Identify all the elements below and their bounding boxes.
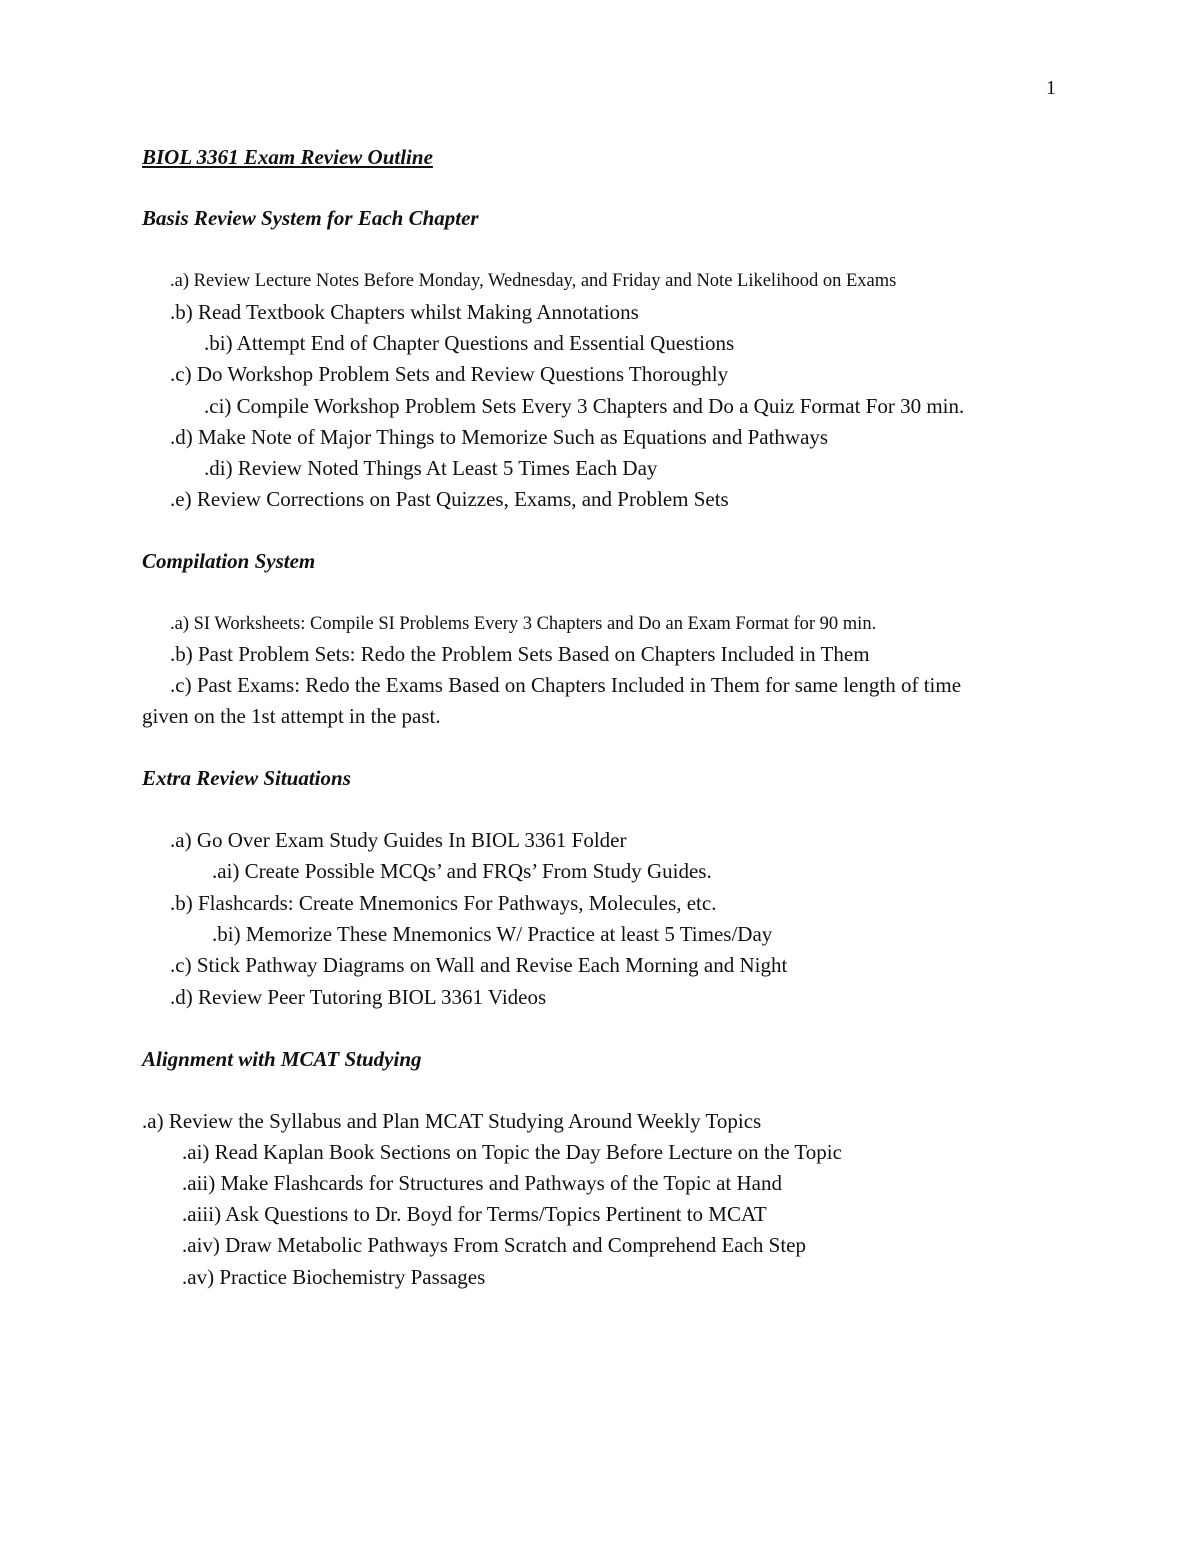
list-item: .di) Review Noted Things At Least 5 Times Each Day	[204, 456, 658, 480]
section-heading-extra-review: Extra Review Situations	[142, 766, 351, 790]
list-item: .bi) Attempt End of Chapter Questions and Essential Questions	[204, 331, 735, 355]
document-title: BIOL 3361 Exam Review Outline	[142, 145, 433, 169]
list-item: .ai) Read Kaplan Book Sections on Topic the Day Before Lecture on the Topic	[182, 1140, 842, 1164]
list-item: .a) Go Over Exam Study Guides In BIOL 3361 Folder	[170, 828, 627, 852]
page-number: 1	[1046, 77, 1056, 99]
list-item: .b) Flashcards: Create Mnemonics For Pathways, Molecules, etc.	[170, 891, 717, 915]
list-item: .b) Past Problem Sets: Redo the Problem Sets Based on Chapters Included in Them	[170, 642, 870, 666]
list-item: .d) Review Peer Tutoring BIOL 3361 Videos	[170, 985, 547, 1009]
list-item: .a) SI Worksheets: Compile SI Problems Every 3 Chapters and Do an Exam Format for 90 min.	[170, 614, 877, 634]
list-item: .aii) Make Flashcards for Structures and Pathways of the Topic at Hand	[182, 1171, 782, 1195]
list-item: .c) Do Workshop Problem Sets and Review Questions Thoroughly	[170, 362, 729, 386]
list-item: .ai) Create Possible MCQs’ and FRQs’ From Study Guides.	[212, 859, 712, 883]
list-item: .bi) Memorize These Mnemonics W/ Practice at least 5 Times/Day	[212, 922, 773, 946]
list-item: .a) Review Lecture Notes Before Monday, Wednesday, and Friday and Note Likelihood on Exams	[170, 271, 897, 291]
list-item: .e) Review Corrections on Past Quizzes, Exams, and Problem Sets	[170, 487, 729, 511]
section-heading-compilation-system: Compilation System	[142, 549, 316, 573]
list-item: .d) Make Note of Major Things to Memorize Such as Equations and Pathways	[170, 425, 829, 449]
list-item: .aiii) Ask Questions to Dr. Boyd for Terms/Topics Pertinent to MCAT	[182, 1202, 767, 1226]
list-item: .aiv) Draw Metabolic Pathways From Scratch and Comprehend Each Step	[182, 1233, 807, 1257]
list-item: .a) Review the Syllabus and Plan MCAT Studying Around Weekly Topics	[142, 1109, 762, 1133]
section-heading-mcat-alignment: Alignment with MCAT Studying	[142, 1047, 422, 1071]
list-item: .b) Read Textbook Chapters whilst Making Annotations	[170, 300, 639, 324]
list-item: .c) Past Exams: Redo the Exams Based on Chapters Included in Them for same length of time	[170, 673, 962, 697]
list-item: .ci) Compile Workshop Problem Sets Every 3 Chapters and Do a Quiz Format For 30 min.	[204, 394, 965, 418]
section-heading-basis-review: Basis Review System for Each Chapter	[142, 206, 479, 230]
list-item: .av) Practice Biochemistry Passages	[182, 1265, 486, 1289]
list-item: given on the 1st attempt in the past.	[142, 704, 441, 728]
list-item: .c) Stick Pathway Diagrams on Wall and Revise Each Morning and Night	[170, 953, 788, 977]
